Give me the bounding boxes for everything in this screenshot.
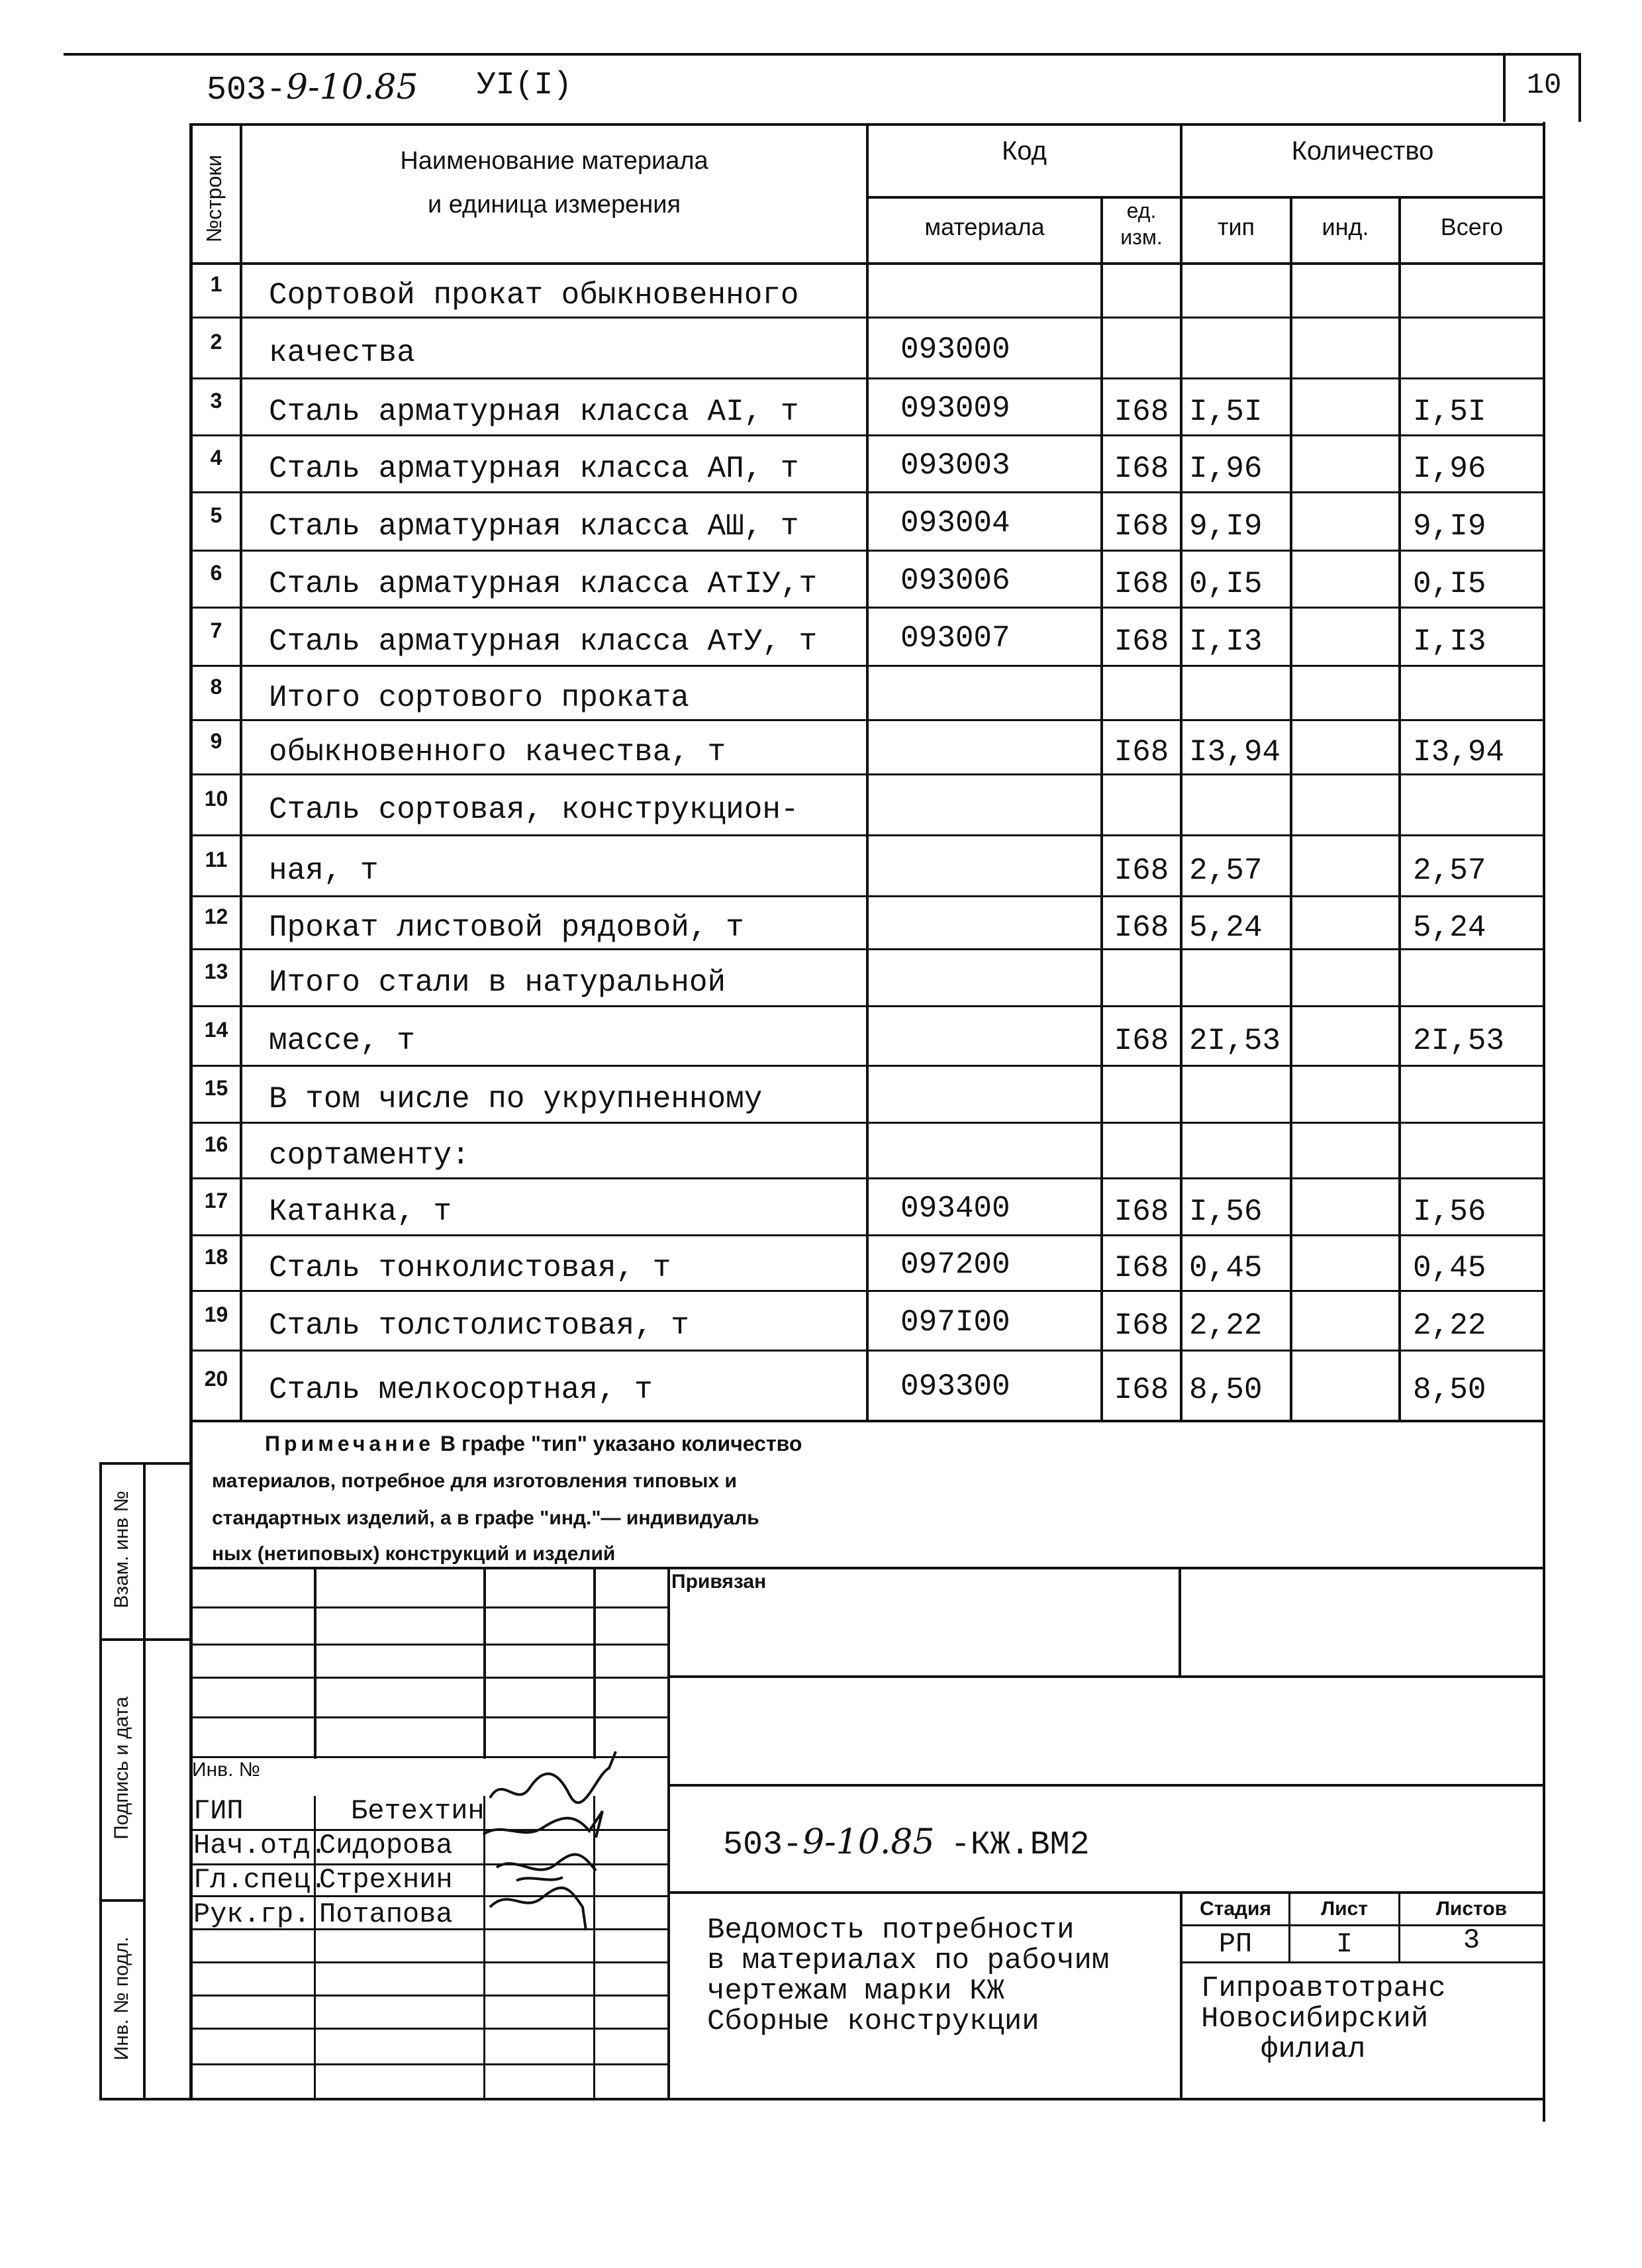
row-qty-total [1413,666,1543,720]
row-qty-ind [1292,264,1398,318]
row-qty-total: 2,57 [1413,854,1486,888]
row-name: ная, т [269,854,379,888]
row-qty-type [1189,264,1290,318]
row-qty-type: 2,57 [1189,854,1263,888]
col-name-header-line1: Наименование материала [400,147,708,175]
row-name: обыкновенного качества, т [269,735,726,769]
col-code-unit-header-line2: изм. [1120,225,1163,249]
signature-name: Бетехтин [351,1795,485,1827]
row-qty-type: 5,24 [1189,911,1263,945]
row-code [900,264,1099,318]
row-qty-total [1413,950,1543,1007]
row-code: 093004 [900,506,1010,540]
row-qty-type [1189,1123,1290,1179]
signature-role: ГИП [193,1795,244,1827]
row-number: 10 [204,787,228,811]
stamp-title-line2: в материалах по рабочим [707,1944,1110,1977]
row-qty-ind [1292,1066,1398,1123]
row-qty-type: I,96 [1189,452,1263,486]
row-qty-total: I,5I [1413,395,1486,429]
sheet-value: I [1335,1928,1353,1960]
row-name: Сортовой прокат обыкновенного [269,278,799,313]
col-qty-ind-header: инд. [1322,213,1369,240]
row-code [900,950,1099,1007]
sheet-label: Лист [1321,1898,1368,1920]
row-unit: I68 [1114,854,1169,888]
row-unit: I68 [1114,452,1169,486]
row-qty-total [1413,264,1543,318]
signature-name: Сидорова [319,1830,453,1861]
row-qty-ind [1292,775,1398,836]
stamp-doc-code-printed: 503- [723,1826,803,1864]
row-name: Прокат листовой рядовой, т [269,911,744,945]
signature-name: Стрехнин [319,1864,453,1896]
header-doc-code [207,68,418,109]
row-code: 093003 [900,448,1010,483]
col-qty-header: Количество [1291,136,1434,166]
row-code [900,836,1099,897]
row-name: Итого сортового проката [269,681,689,715]
row-number: 1 [210,272,222,296]
row-qty-total: I,56 [1413,1195,1486,1229]
row-number: 6 [210,561,222,585]
row-qty-ind [1292,1123,1398,1179]
row-qty-type: I,56 [1189,1195,1263,1229]
note-line1 [265,1432,802,1456]
row-qty-type: I,5I [1189,395,1263,429]
row-qty-total: I,I3 [1413,624,1486,659]
row-unit: I68 [1114,1251,1169,1285]
row-qty-type: 0,45 [1189,1251,1263,1285]
row-qty-type: I3,94 [1189,735,1281,769]
row-number: 16 [204,1132,228,1156]
inv-no-label: Инв. № [192,1759,260,1781]
row-qty-type [1189,1066,1290,1123]
note-line2: материалов, потребное для изготовления типовых и [212,1470,737,1492]
row-number: 17 [204,1189,228,1212]
row-code: 093007 [900,621,1010,656]
row-number: 3 [210,389,222,413]
row-number: 8 [210,675,222,699]
stage-label: Стадия [1199,1898,1272,1920]
row-name: Сталь толстолистовая, т [269,1308,689,1343]
row-qty-ind [1292,379,1398,436]
row-unit [1103,1123,1180,1179]
row-qty-ind [1292,666,1398,720]
row-qty-total: 9,I9 [1413,509,1486,544]
row-qty-total: 2I,53 [1413,1024,1505,1058]
row-name: Сталь сортовая, конструкцион- [269,793,799,827]
row-qty-type: 8,50 [1189,1373,1263,1407]
row-name: Сталь тонколистовая, т [269,1251,671,1285]
row-qty-type [1189,950,1290,1007]
header-doc-code-printed: 503- [207,72,287,109]
privyazan-label: Привязан [671,1571,767,1593]
sheets-label: Листов [1435,1898,1508,1920]
row-code [900,1123,1099,1179]
row-code [900,775,1099,836]
row-name: качества [269,336,415,370]
row-name: Сталь арматурная класса АтУ, т [269,624,818,659]
col-code-material-header: материала [924,213,1045,240]
signature-role: Рук.гр. [193,1898,311,1930]
row-number: 12 [204,905,228,928]
row-qty-ind [1292,1351,1398,1420]
page-number: 10 [1526,69,1562,102]
signature-role: Гл.спец. [193,1864,327,1896]
row-code: 093006 [900,564,1010,598]
row-number: 2 [210,330,222,354]
row-qty-ind [1292,1179,1398,1236]
row-number: 19 [204,1303,228,1326]
header-doc-code-handwritten: 9-10.85 [286,68,418,107]
row-qty-ind [1292,1236,1398,1291]
row-unit: I68 [1114,624,1169,659]
row-unit [1103,1066,1180,1123]
col-code-unit-header-line1: ед. [1126,199,1157,222]
row-qty-type: 0,I5 [1189,567,1263,601]
row-code [900,897,1099,950]
row-unit [1103,318,1180,379]
row-unit: I68 [1114,1373,1169,1407]
row-qty-total: I3,94 [1413,735,1505,769]
row-name: Сталь арматурная класса АI, т [269,395,799,429]
stamp-title-line1: Ведомость потребности [707,1914,1075,1947]
col-code-header: Код [1001,136,1047,166]
row-number: 20 [204,1367,228,1391]
row-qty-ind [1292,1291,1398,1351]
side-label-vzam: Взам. инв № [111,1491,132,1608]
row-number: 11 [205,848,228,871]
row-qty-total: 8,50 [1413,1373,1486,1407]
note-title: Примечание [265,1432,435,1455]
row-qty-total [1413,775,1543,836]
row-unit: I68 [1114,1308,1169,1343]
row-qty-total: I,96 [1413,452,1486,486]
note-line3: стандартных изделий, а в графе "инд."— индивидуаль [212,1507,759,1529]
signature-name: Потапова [319,1898,453,1930]
row-code [900,1066,1099,1123]
row-code: 093400 [900,1191,1010,1226]
org-line3: филиал [1261,2033,1366,2066]
stamp-title [707,1915,1109,2037]
row-qty-total [1413,1123,1543,1179]
row-qty-type: 2I,53 [1189,1024,1281,1058]
stamp-doc-code-suffix: -КЖ.ВМ2 [950,1826,1090,1864]
header-section [477,68,572,103]
side-label-podpis: Подпись и дата [111,1697,132,1840]
row-name: Катанка, т [269,1195,452,1229]
stamp-title-line4: Сборные конструкции [707,2005,1039,2038]
row-unit [1103,666,1180,720]
row-code [900,720,1099,775]
org-line1: Гипроавтотранс [1201,1972,1446,2005]
row-code: 097200 [900,1248,1010,1282]
row-qty-type [1189,318,1290,379]
row-number: 18 [204,1245,228,1269]
row-number: 9 [210,729,222,753]
row-number: 7 [210,618,222,642]
row-number: 13 [204,960,228,983]
row-qty-ind [1292,836,1398,897]
row-qty-ind [1292,720,1398,775]
side-label-inv-podl: Инв. № подл. [111,1936,132,2061]
row-number: 15 [204,1076,228,1100]
row-name: Итого стали в натуральной [269,965,726,1000]
stamp-doc-code-handwritten: 9-10.85 [802,1822,935,1862]
row-qty-ind [1292,493,1398,551]
row-number: 4 [210,446,222,469]
row-qty-total: 5,24 [1413,911,1486,945]
row-qty-type [1189,666,1290,720]
row-unit: I68 [1114,911,1169,945]
row-unit [1103,264,1180,318]
row-qty-ind [1292,1007,1398,1066]
signature-role: Нач.отд. [193,1830,327,1861]
row-name: Сталь мелкосортная, т [269,1373,653,1407]
row-number: 5 [210,503,222,527]
row-code: 093300 [900,1369,1010,1404]
row-name: Сталь арматурная класса АШ, т [269,509,799,544]
header-section-suffix: (I) [514,68,573,103]
organization [1201,1973,1446,2065]
row-qty-ind [1292,897,1398,950]
col-name-header-line2: и единица измерения [427,191,681,219]
note-text-1: В графе "тип" указано количество [440,1432,802,1455]
row-code: 097I00 [900,1305,1010,1340]
row-qty-type: 9,I9 [1189,509,1263,544]
stamp-doc-code [723,1822,1090,1864]
row-code [900,666,1099,720]
row-qty-ind [1292,608,1398,666]
note-line4: ных (нетиповых) конструкций и изделий [212,1543,616,1565]
row-code: 093009 [900,391,1010,426]
row-unit: I68 [1114,735,1169,769]
row-qty-total: 0,I5 [1413,567,1486,601]
row-code [900,1007,1099,1066]
sheets-value: 3 [1463,1924,1480,1956]
row-unit [1103,950,1180,1007]
header-section-code: УI [477,68,515,103]
stage-value: РП [1218,1928,1253,1960]
row-qty-ind [1292,950,1398,1007]
row-qty-total [1413,318,1543,379]
row-name: Сталь арматурная класса АтIУ,т [269,567,818,601]
row-qty-type [1189,775,1290,836]
row-name: массе, т [269,1024,415,1058]
row-qty-ind [1292,318,1398,379]
row-unit [1103,775,1180,836]
row-name: Сталь арматурная класса АП, т [269,452,799,486]
row-number: 14 [204,1018,228,1042]
row-unit: I68 [1114,509,1169,544]
row-name: сортаменту: [269,1138,470,1173]
stamp-title-line3: чертежам марки КЖ [707,1975,1004,2008]
row-code: 093000 [900,332,1010,367]
col-rowno-header: №строки [202,154,226,243]
row-qty-total: 2,22 [1413,1308,1486,1343]
row-unit: I68 [1114,1195,1169,1229]
org-line2: Новосибирский [1201,2002,1429,2036]
signatures [477,1748,636,1934]
row-qty-total: 0,45 [1413,1251,1486,1285]
row-name: В том числе по укрупненному [269,1082,763,1116]
row-qty-ind [1292,436,1398,493]
col-qty-type-header: тип [1217,213,1255,240]
row-qty-type: 2,22 [1189,1308,1263,1343]
row-qty-total [1413,1066,1543,1123]
row-qty-type: I,I3 [1189,624,1263,659]
row-unit: I68 [1114,1024,1169,1058]
col-qty-total-header: Всего [1440,213,1504,240]
row-unit: I68 [1114,395,1169,429]
row-unit: I68 [1114,567,1169,601]
row-qty-ind [1292,551,1398,608]
